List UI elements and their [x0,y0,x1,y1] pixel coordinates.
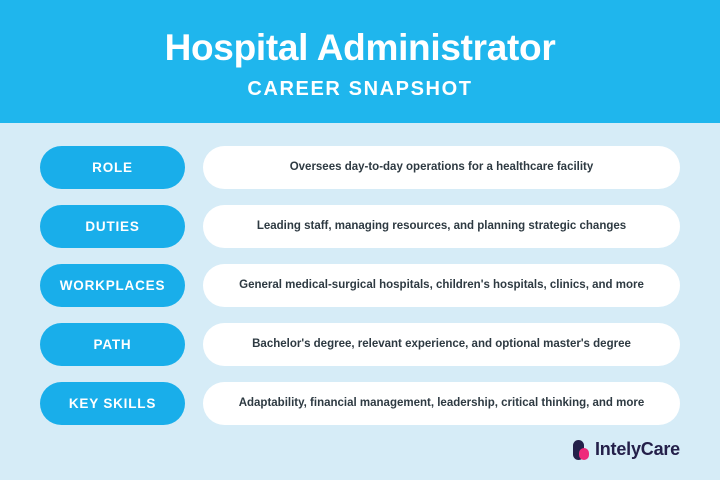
snapshot-rows [0,123,720,425]
row-value: General medical-surgical hospitals, children's hospitals, clinics, and more [239,278,644,291]
row-label-pill-duties [40,205,185,248]
snapshot-row [40,382,680,425]
row-value-box-path [203,323,680,366]
row-value-box-key-skills [203,382,680,425]
row-label-pill-role [40,146,185,189]
row-value-box-role [203,146,680,189]
brand-name: IntelyCare [594,439,680,460]
row-value: Bachelor's degree, relevant experience, and optional master's degree [252,337,631,350]
row-label: PATH [93,337,132,353]
page-title: Hospital Administrator [164,27,556,69]
row-label: KEY SKILLS [68,396,157,412]
row-label: ROLE [92,160,133,176]
snapshot-row [40,146,680,189]
infographic-footer [0,425,720,480]
brand-logo [573,439,680,460]
row-value: Oversees day-to-day operations for a healthcare facility [289,160,594,173]
snapshot-row [40,323,680,366]
snapshot-row [40,205,680,248]
intelycare-logo-icon [573,440,589,460]
infographic-header [0,0,720,123]
row-value: Leading staff, managing resources, and planning strategic changes [256,219,627,232]
row-label: WORKPLACES [59,278,166,294]
row-label-pill-workplaces [40,264,185,307]
snapshot-row [40,264,680,307]
row-label: DUTIES [85,219,140,235]
row-value-box-duties [203,205,680,248]
page-subtitle: CAREER SNAPSHOT [247,77,473,100]
row-label-pill-key-skills [40,382,185,425]
row-value-box-workplaces [203,264,680,307]
row-value: Adaptability, financial management, leadership, critical thinking, and more [238,396,645,409]
row-label-pill-path [40,323,185,366]
